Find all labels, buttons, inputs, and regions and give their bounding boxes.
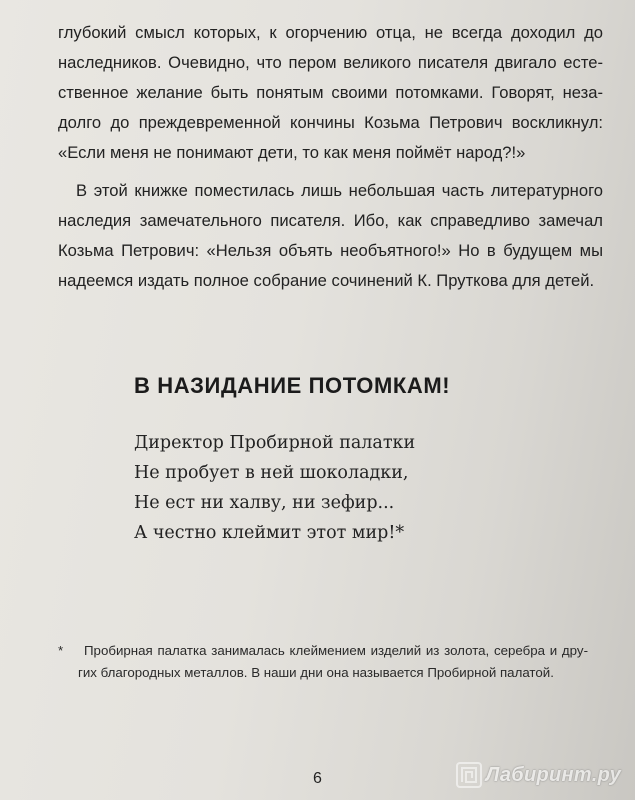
paragraph-line: наследия замечательного писателя. Ибо, как справедливо замечал xyxy=(58,211,603,230)
footnote-line xyxy=(58,640,588,662)
watermark xyxy=(456,762,621,788)
poem-line: Директор Пробирной палатки xyxy=(134,433,416,453)
footnote-text: Пробирная палатка занималась клеймением изделий из золота, серебра и дру- xyxy=(84,643,588,658)
paragraph-line: надеемся издать полное собрание сочинений К. Пруткова для детей. xyxy=(58,271,595,290)
paragraph-line: долго до преждевременной кончины Козьма Петрович воскликнул: xyxy=(58,113,603,132)
paragraph-line: наследников. Очевидно, что пером великого писателя двигало есте- xyxy=(58,53,603,72)
paragraph-line: «Если меня не понимают дети, то как меня поймёт народ?!» xyxy=(58,143,526,162)
poem-line: А честно клеймит этот мир!* xyxy=(134,523,405,543)
watermark-text: Лабиринт.ру xyxy=(485,763,621,786)
footnote-marker: * xyxy=(58,643,64,658)
paragraph-line: глубокий смысл которых, к огорчению отца, не всегда доходил до xyxy=(58,23,603,42)
page-number: 6 xyxy=(313,770,322,787)
footnote xyxy=(58,640,588,684)
paragraph-line: ственное желание быть понятым своими потомками. Говорят, неза- xyxy=(58,83,603,102)
paragraph-2 xyxy=(58,176,603,296)
poem-line: Не ест ни халву, ни зефир... xyxy=(134,493,395,513)
poem-title: В НАЗИДАНИЕ ПОТОМКАМ! xyxy=(134,373,451,398)
paragraph-line: Козьма Петрович: «Нельзя объять необъятного!» Но в будущем мы xyxy=(58,241,603,260)
paragraph-line: В этой книжке поместилась лишь небольшая часть литературного xyxy=(76,181,603,200)
labyrinth-logo-icon xyxy=(456,762,482,788)
footnote-line: гих благородных металлов. В наши дни она называется Пробирной палатой. xyxy=(78,665,554,680)
paragraph-1 xyxy=(58,18,603,168)
poem-line: Не пробует в ней шоколадки, xyxy=(134,463,409,483)
poem xyxy=(134,428,415,548)
